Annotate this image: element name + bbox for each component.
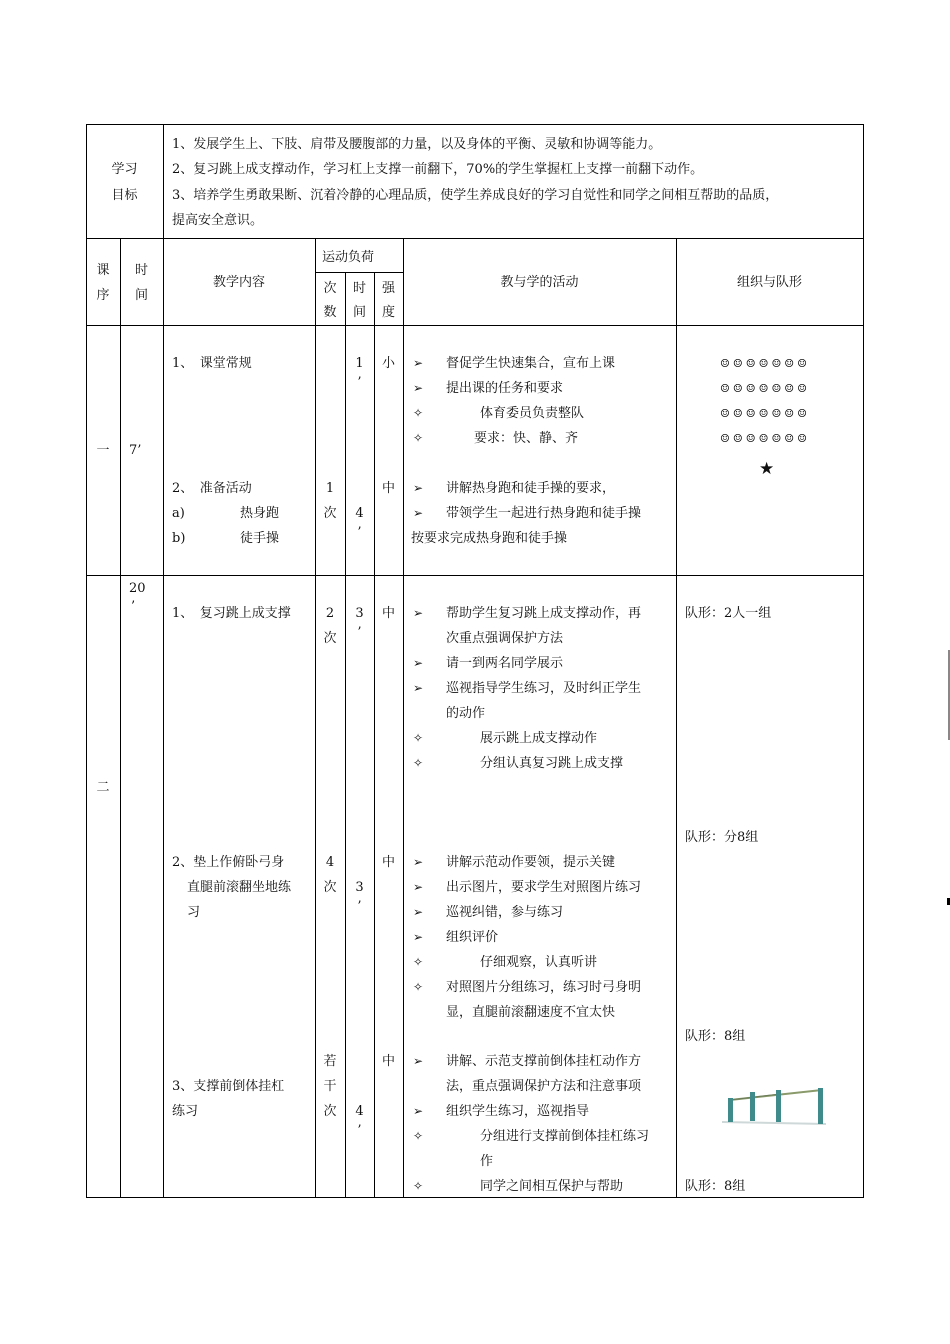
diamond-bullet-icon: ✧: [412, 431, 424, 445]
s2-item1-activity-3b: 的动作: [446, 706, 486, 721]
s1-item2-sub-b-label: b): [172, 531, 186, 546]
s2-item2-activity-1: 讲解示范动作要领，提示关键: [446, 855, 616, 870]
arrow-bullet-icon: ➢: [412, 356, 424, 370]
load-subheader-divider: [315, 272, 404, 273]
s1-item1-intensity: 小: [381, 356, 395, 371]
s1-item1-title: 1、 课堂常规: [172, 356, 252, 371]
header-divider: [86, 325, 864, 326]
s2-item2-activity-3: 巡视纠错，参与练习: [446, 905, 564, 920]
section2-seq: 二: [96, 780, 110, 795]
s2-item1-activity-1a: 帮助学生复习跳上成支撑动作，再: [446, 606, 642, 621]
s1-item2-activity-1: 讲解热身跑和徒手操的要求，: [446, 481, 616, 496]
s2-item3-title-2: 练习: [172, 1104, 199, 1119]
goals-header-1: 学习: [111, 162, 138, 177]
arrow-bullet-icon: ➢: [412, 656, 424, 670]
header-duration-2: 间: [352, 305, 366, 320]
s1-item2-intensity: 中: [381, 481, 395, 496]
s2-item2-intensity: 中: [381, 855, 395, 870]
horizontal-bars-image: [718, 1080, 830, 1128]
s2-item3-count-3: 次: [323, 1104, 337, 1119]
section1-time: 7’: [129, 443, 142, 458]
header-seq-2: 序: [96, 288, 110, 303]
section2-time-mark: ’: [131, 599, 136, 614]
section-divider: [86, 575, 864, 576]
s2-item3-activity-3b: 作: [480, 1154, 494, 1169]
formation-row: ☺☺☺☺☺☺☺: [720, 432, 811, 445]
s1-item2-count-1: 1: [325, 481, 335, 496]
s2-item3-activity-1b: 法，重点强调保护方法和注意事项: [446, 1079, 642, 1094]
diamond-bullet-icon: ✧: [412, 955, 424, 969]
s2-item3-count-1: 若: [323, 1054, 337, 1069]
header-seq-1: 课: [96, 263, 110, 278]
s1-item2-title: 2、 准备活动: [172, 481, 252, 496]
header-intensity-1: 强: [381, 281, 395, 296]
s1-item2-count-2: 次: [323, 506, 337, 521]
formation-row: ☺☺☺☺☺☺☺: [720, 407, 811, 420]
goals-divider: [86, 238, 864, 239]
section1-seq: 一: [96, 443, 110, 458]
header-content: 教学内容: [212, 275, 265, 290]
s1-item2-sub-a-label: a): [172, 506, 185, 521]
s2-item3-formation-bottom: 队形：8组: [685, 1179, 746, 1194]
arrow-bullet-icon: ➢: [412, 381, 424, 395]
s1-item2-duration-mark: ’: [357, 525, 362, 540]
arrow-bullet-icon: ➢: [412, 1104, 424, 1118]
s2-item2-count-2: 次: [323, 880, 337, 895]
col-divider-organization: [676, 238, 677, 1198]
header-duration-1: 时: [352, 281, 366, 296]
formation-row: ☺☺☺☺☺☺☺: [720, 382, 811, 395]
header-count-2: 数: [323, 305, 337, 320]
s1-item2-activity-2: 带领学生一起进行热身跑和徒手操: [446, 506, 642, 521]
s2-item3-formation-top: 队形：8组: [685, 1029, 746, 1044]
arrow-bullet-icon: ➢: [412, 905, 424, 919]
goal-line-2: 2、复习跳上成支撑动作，学习杠上支撑一前翻下，70%的学生掌握杠上支撑一前翻下动作。: [172, 162, 704, 177]
s2-item2-formation: 队形：分8组: [685, 830, 759, 845]
s2-item3-title-1: 3、支撑前倒体挂杠: [172, 1079, 285, 1094]
s1-item2-sub-a-text: 热身跑: [240, 506, 280, 521]
s1-item2-duration: 4: [355, 506, 364, 521]
s2-item1-title: 1、 复习跳上成支撑: [172, 606, 291, 621]
header-count-1: 次: [323, 281, 337, 296]
s2-item2-title-3: 习: [187, 905, 201, 920]
s2-item3-activity-3a: 分组进行支撑前倒体挂杠练习: [480, 1129, 650, 1144]
s1-item1-activity-1: 督促学生快速集合，宣布上课: [446, 356, 616, 371]
arrow-bullet-icon: ➢: [412, 880, 424, 894]
s2-item1-activity-1b: 次重点强调保护方法: [446, 631, 564, 646]
header-intensity-2: 度: [381, 305, 395, 320]
table-border-bottom: [86, 1197, 864, 1198]
table-border-right: [863, 124, 864, 1198]
s2-item3-activity-1a: 讲解、示范支撑前倒体挂杠动作方: [446, 1054, 642, 1069]
formation-row: ☺☺☺☺☺☺☺: [720, 357, 811, 370]
s2-item2-duration: 3: [355, 880, 364, 895]
arrow-bullet-icon: ➢: [412, 606, 424, 620]
s2-item1-intensity: 中: [381, 606, 395, 621]
goals-header-2: 目标: [111, 188, 138, 203]
arrow-bullet-icon: ➢: [412, 1054, 424, 1068]
s2-item1-duration-mark: ’: [357, 625, 362, 640]
star-icon: ★: [759, 459, 775, 479]
diamond-bullet-icon: ✧: [412, 406, 424, 420]
s2-item2-activity-2: 出示图片，要求学生对照图片练习: [446, 880, 642, 895]
s1-item1-duration-mark: ’: [357, 375, 362, 390]
table-border-top: [86, 124, 864, 125]
arrow-bullet-icon: ➢: [412, 506, 424, 520]
s2-item2-activity-6a: 对照图片分组练习，练习时弓身明: [446, 980, 642, 995]
s1-item1-activity-4: 要求：快、静、齐: [474, 431, 579, 446]
s2-item1-count-2: 次: [323, 631, 337, 646]
s2-item2-title-2: 直腿前滚翻坐地练: [187, 880, 292, 895]
s2-item1-formation: 队形：2人一组: [685, 606, 772, 621]
s2-item1-activity-2: 请一到两名同学展示: [446, 656, 564, 671]
diamond-bullet-icon: ✧: [412, 731, 424, 745]
col-divider-count: [345, 272, 346, 1198]
goal-line-3: 3、培养学生勇敢果断、沉着冷静的心理品质，使学生养成良好的学习自觉性和同学之间相互帮助的品质，: [172, 188, 779, 203]
header-activities: 教与学的活动: [500, 275, 579, 290]
s1-item2-activity-extra: 按要求完成热身跑和徒手操: [411, 531, 568, 546]
header-time-2: 间: [134, 288, 148, 303]
s2-item3-duration: 4: [355, 1104, 364, 1119]
diamond-bullet-icon: ✧: [412, 1179, 424, 1193]
s1-item1-activity-3: 体育委员负责整队: [480, 406, 585, 421]
col-divider-load: [315, 238, 316, 1198]
s2-item3-duration-mark: ’: [357, 1123, 362, 1138]
s2-item3-activity-4: 同学之间相互保护与帮助: [480, 1179, 624, 1194]
arrow-bullet-icon: ➢: [412, 481, 424, 495]
section2-time: 20: [129, 581, 146, 596]
s2-item3-intensity: 中: [381, 1054, 395, 1069]
arrow-bullet-icon: ➢: [412, 855, 424, 869]
goal-line-1: 1、发展学生上、下肢、肩带及腰腹部的力量，以及身体的平衡、灵敏和协调等能力。: [172, 137, 662, 152]
s2-item2-duration-mark: ’: [357, 899, 362, 914]
s2-item1-activity-4: 展示跳上成支撑动作: [480, 731, 598, 746]
arrow-bullet-icon: ➢: [412, 681, 424, 695]
diamond-bullet-icon: ✧: [412, 756, 424, 770]
s2-item2-activity-4: 组织评价: [446, 930, 499, 945]
diamond-bullet-icon: ✧: [412, 1129, 424, 1143]
s2-item2-activity-5: 仔细观察，认真听讲: [480, 955, 598, 970]
s1-item2-sub-b-text: 徒手操: [240, 531, 280, 546]
s2-item2-count-1: 4: [325, 855, 335, 870]
s2-item3-activity-2: 组织学生练习，巡视指导: [446, 1104, 590, 1119]
header-load: 运动负荷: [321, 250, 374, 265]
table-border-left: [86, 124, 87, 1198]
s2-item1-count-1: 2: [325, 606, 335, 621]
s1-item1-activity-2: 提出课的任务和要求: [446, 381, 564, 396]
col-divider-seq: [120, 238, 121, 1198]
goal-line-4: 提高安全意识。: [172, 213, 264, 228]
s2-item1-duration: 3: [355, 606, 364, 621]
s1-item1-duration: 1: [355, 356, 364, 371]
s2-item1-activity-3a: 巡视指导学生练习，及时纠正学生: [446, 681, 642, 696]
col-divider-activities: [403, 238, 404, 1198]
header-organization: 组织与队形: [736, 275, 802, 290]
s2-item1-activity-5: 分组认真复习跳上成支撑: [480, 756, 624, 771]
header-time-1: 时: [134, 263, 148, 278]
s2-item3-count-2: 干: [323, 1079, 337, 1094]
s2-item2-activity-6b: 显，直腿前滚翻速度不宜太快: [446, 1005, 616, 1020]
s2-item2-title-1: 2、垫上作俯卧弓身: [172, 855, 285, 870]
arrow-bullet-icon: ➢: [412, 930, 424, 944]
diamond-bullet-icon: ✧: [412, 980, 424, 994]
